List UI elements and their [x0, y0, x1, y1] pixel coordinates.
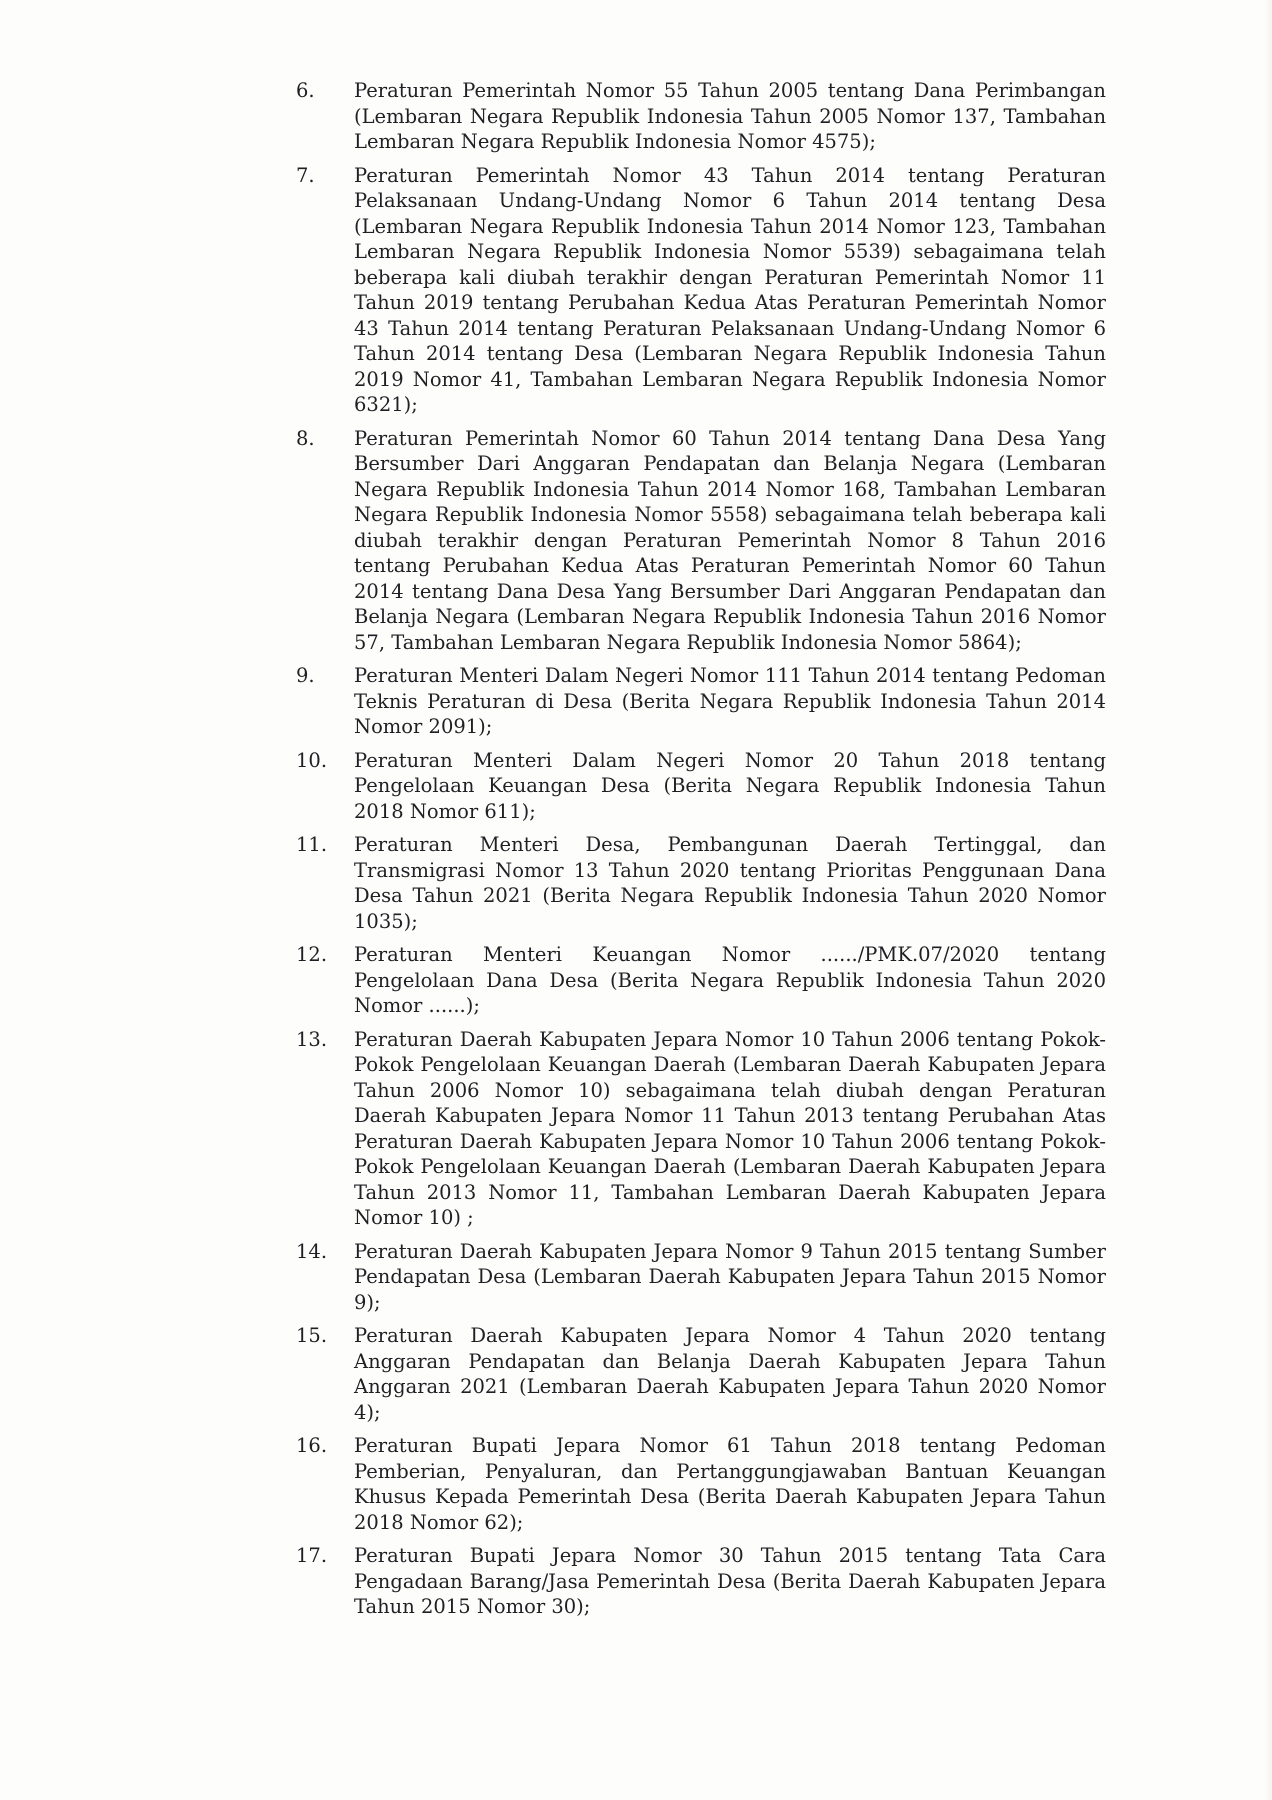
regulation-list [296, 78, 1106, 1628]
item-text: Peraturan Menteri Desa, Pembangunan Daerah Tertinggal, dan Transmigrasi Nomor 13 Tahun 2020 tentang Prioritas Penggunaan Dana Desa Tahun 2021 (Berita Negara Republik Indonesia Tahun 2020 Nomor 1035); [354, 833, 1106, 933]
item-text: Peraturan Daerah Kabupaten Jepara Nomor 4 Tahun 2020 tentang Anggaran Pendapatan dan Belanja Daerah Kabupaten Jepara Tahun Anggaran 2021 (Lembaran Daerah Kabupaten Jepara Tahun 2020 Nomor 4); [354, 1324, 1106, 1424]
item-text: Peraturan Pemerintah Nomor 43 Tahun 2014 tentang Peraturan Pelaksanaan Undang-Undang Nomor 6 Tahun 2014 tentang Desa (Lembaran Negara Republik Indonesia Tahun 2014 Nomor 123, Tambahan Lembaran Negara Republik Indonesia Nomor 5539) sebagaimana telah beberapa kali diubah terakhir dengan Peraturan Pemerintah Nomor 11 Tahun 2019 tentang Perubahan Kedua Atas Peraturan Pemerintah Nomor 43 Tahun 2014 tentang Peraturan Pelaksanaan Undang-Undang Nomor 6 Tahun 2014 tentang Desa (Lembaran Negara Republik Indonesia Tahun 2019 Nomor 41, Tambahan Lembaran Negara Republik Indonesia Nomor 6321); [354, 163, 1106, 416]
list-item [296, 1433, 1106, 1535]
item-number: 10. [296, 748, 328, 772]
list-item [296, 1323, 1106, 1425]
item-text: Peraturan Menteri Keuangan Nomor ....../PMK.07/2020 tentang Pengelolaan Dana Desa (Berita Negara Republik Indonesia Tahun 2020 Nomor ......); [354, 943, 1106, 1017]
item-text: Peraturan Pemerintah Nomor 55 Tahun 2005 tentang Dana Perimbangan (Lembaran Negara Republik Indonesia Tahun 2005 Nomor 137, Tambahan Lembaran Negara Republik Indonesia Nomor 4575); [354, 79, 1106, 153]
item-text: Peraturan Pemerintah Nomor 60 Tahun 2014 tentang Dana Desa Yang Bersumber Dari Anggaran Pendapatan dan Belanja Negara (Lembaran Negara Republik Indonesia Tahun 2014 Nomor 168, Tambahan Lembaran Negara Republik Indonesia Nomor 5558) sebagaimana telah beberapa kali diubah terakhir dengan Peraturan Pemerintah Nomor 8 Tahun 2016 tentang Perubahan Kedua Atas Peraturan Pemerintah Nomor 60 Tahun 2014 tentang Dana Desa Yang Bersumber Dari Anggaran Pendapatan dan Belanja Negara (Lembaran Negara Republik Indonesia Tahun 2016 Nomor 57, Tambahan Lembaran Negara Republik Indonesia Nomor 5864); [354, 426, 1106, 654]
item-number: 8. [296, 426, 315, 450]
list-item [296, 748, 1106, 825]
page-edge-shadow [1264, 0, 1272, 1800]
list-item [296, 663, 1106, 740]
item-text: Peraturan Menteri Dalam Negeri Nomor 111 Tahun 2014 tentang Pedoman Teknis Peraturan di Desa (Berita Negara Republik Indonesia Tahun 2014 Nomor 2091); [354, 664, 1106, 738]
item-number: 12. [296, 943, 328, 966]
item-number: 17. [296, 1544, 328, 1567]
list-item [296, 426, 1106, 656]
item-text: Peraturan Daerah Kabupaten Jepara Nomor 9 Tahun 2015 tentang Sumber Pendapatan Desa (Lembaran Daerah Kabupaten Jepara Tahun 2015 Nomor 9); [354, 1239, 1106, 1314]
item-text: Peraturan Bupati Jepara Nomor 30 Tahun 2015 tentang Tata Cara Pengadaan Barang/Jasa Pemerintah Desa (Berita Daerah Kabupaten Jepara Tahun 2015 Nomor 30); [354, 1544, 1106, 1618]
item-number: 16. [296, 1434, 328, 1457]
item-number: 7. [296, 163, 315, 187]
item-number: 14. [296, 1239, 328, 1263]
list-item [296, 1027, 1106, 1231]
item-number: 11. [296, 833, 328, 856]
list-item [296, 163, 1106, 418]
item-number: 6. [296, 79, 315, 102]
list-item [296, 78, 1106, 155]
item-text: Peraturan Menteri Dalam Negeri Nomor 20 Tahun 2018 tentang Pengelolaan Keuangan Desa (Berita Negara Republik Indonesia Tahun 2018 Nomor 611); [354, 748, 1106, 823]
list-item [296, 1543, 1106, 1620]
item-number: 13. [296, 1027, 328, 1051]
list-item [296, 1239, 1106, 1316]
item-number: 9. [296, 664, 315, 687]
list-item [296, 832, 1106, 934]
item-text: Peraturan Daerah Kabupaten Jepara Nomor 10 Tahun 2006 tentang Pokok-Pokok Pengelolaan Keuangan Daerah (Lembaran Daerah Kabupaten Jepara Tahun 2006 Nomor 10) sebagaimana telah diubah dengan Peraturan Daerah Kabupaten Jepara Nomor 11 Tahun 2013 tentang Perubahan Atas Peraturan Daerah Kabupaten Jepara Nomor 10 Tahun 2006 tentang Pokok-Pokok Pengelolaan Keuangan Daerah (Lembaran Daerah Kabupaten Jepara Tahun 2013 Nomor 11, Tambahan Lembaran Daerah Kabupaten Jepara Nomor 10) ; [354, 1027, 1106, 1229]
item-text: Peraturan Bupati Jepara Nomor 61 Tahun 2018 tentang Pedoman Pemberian, Penyaluran, dan Pertanggungjawaban Bantuan Keuangan Khusus Kepada Pemerintah Desa (Berita Daerah Kabupaten Jepara Tahun 2018 Nomor 62); [354, 1434, 1106, 1534]
item-number: 15. [296, 1324, 328, 1347]
list-item [296, 942, 1106, 1019]
